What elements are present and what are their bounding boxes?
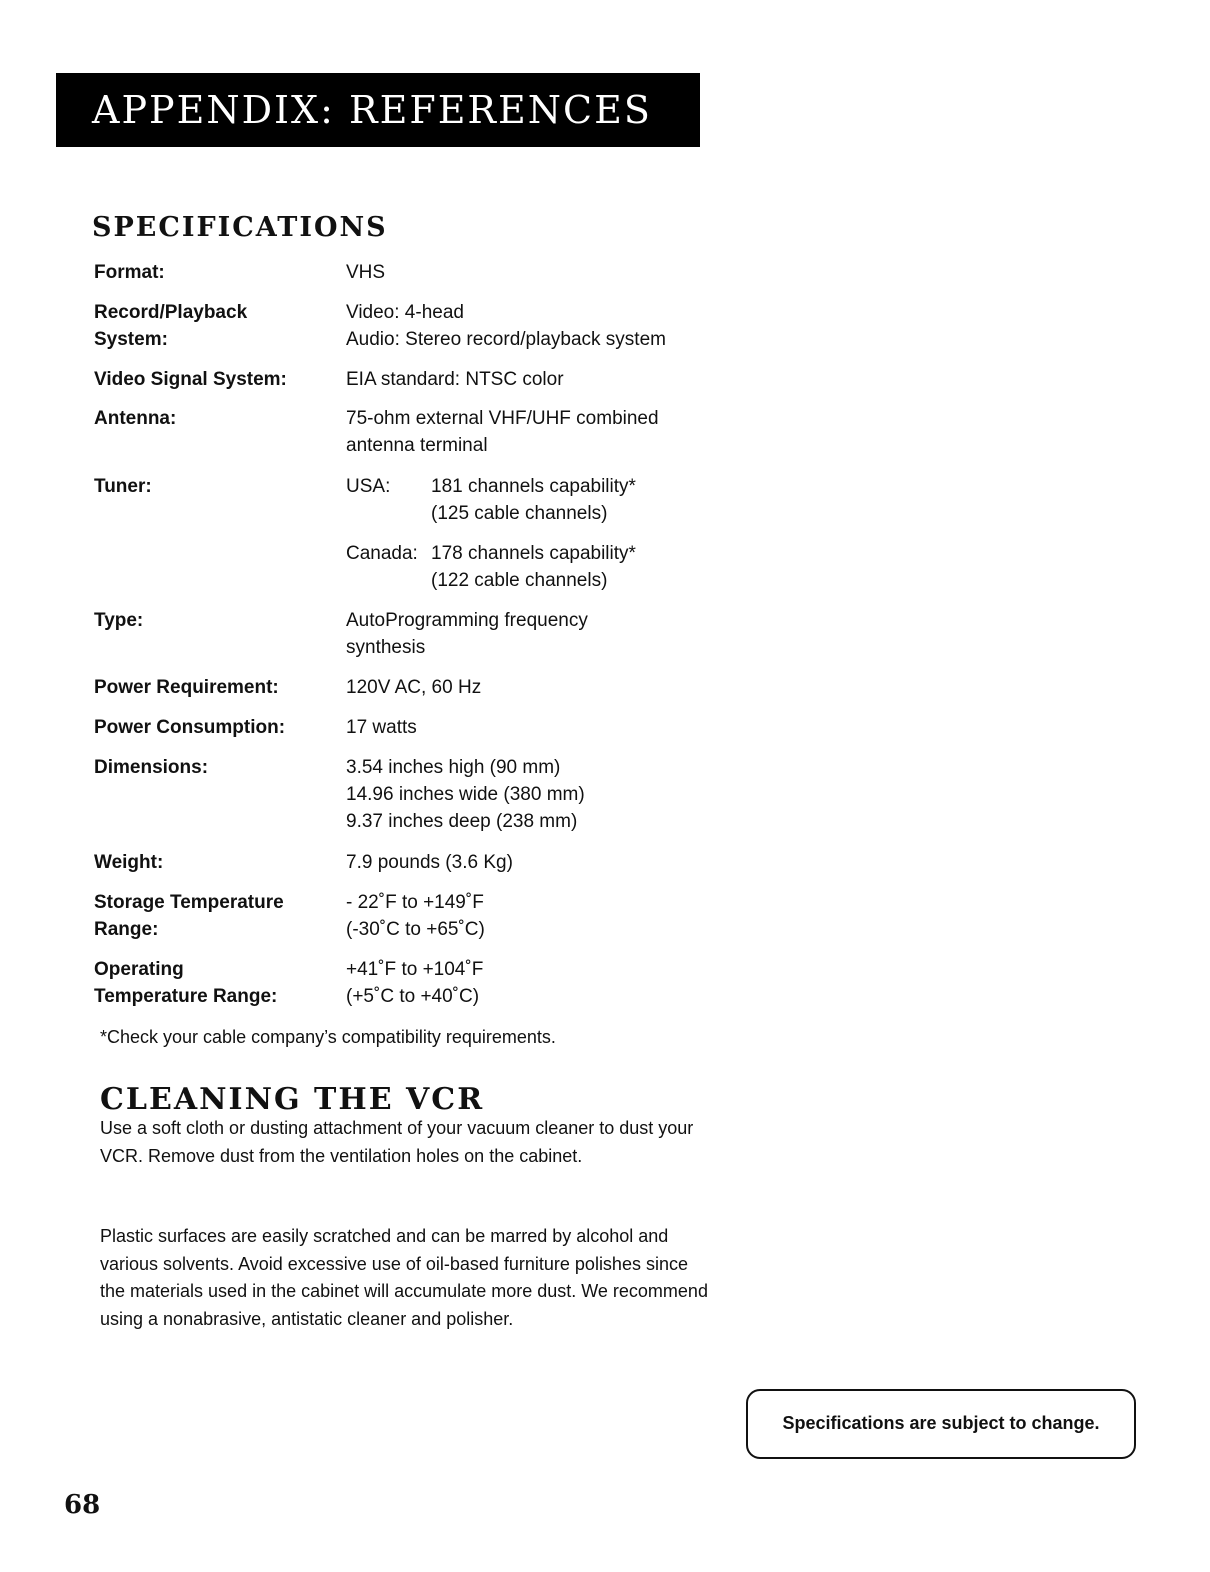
cleaning-paragraph: Use a soft cloth or dusting attachment of your vacuum cleaner to dust your VCR. Remove dust from the ventilation holes on the cabinet. (100, 1118, 694, 1166)
page-number: 68 (64, 1490, 101, 1520)
spec-label: Weight: (94, 852, 164, 873)
spec-label: Dimensions: (94, 757, 209, 778)
spec-label: Operating Temperature Range: (94, 959, 278, 1007)
spec-value: VHS (346, 262, 386, 283)
compatibility-footnote: *Check your cable company’s compatibility requirements. (100, 1027, 556, 1047)
spec-value: 3.54 inches high (90 mm) 14.96 inches wide (380 mm) 9.37 inches deep (238 mm) (346, 757, 585, 832)
spec-value: 120V AC, 60 Hz (346, 677, 482, 698)
spec-value: +41˚F to +104˚F (+5˚C to +40˚C) (346, 959, 484, 1007)
spec-label: Video Signal System: (94, 369, 287, 390)
cleaning-heading: CLEANING THE VCR (100, 1082, 485, 1117)
spec-label: Tuner: (94, 476, 152, 497)
tuner-usa-channels: 181 channels capability* (125 cable channels) (431, 476, 636, 524)
spec-value: EIA standard: NTSC color (346, 369, 564, 390)
notice-text: Specifications are subject to change. (782, 1413, 1100, 1433)
spec-label: Antenna: (94, 408, 177, 429)
tuner-canada-channels: 178 channels capability* (122 cable channels) (431, 543, 636, 591)
spec-label: Power Consumption: (94, 717, 286, 738)
spec-value: 17 watts (346, 717, 417, 738)
page-title: APPENDIX: REFERENCES (92, 88, 652, 132)
spec-label: Storage Temperature Range: (94, 892, 284, 940)
spec-value: Video: 4-head Audio: Stereo record/playback system (346, 302, 666, 350)
spec-label: Type: (94, 610, 144, 631)
specifications-heading: SPECIFICATIONS (92, 212, 388, 243)
spec-label: Format: (94, 262, 165, 283)
spec-value: 75-ohm external VHF/UHF combined antenna terminal (346, 408, 659, 456)
appendix-banner (56, 73, 700, 147)
tuner-region-canada: Canada: (346, 543, 418, 564)
spec-value: AutoProgramming frequency synthesis (346, 610, 588, 658)
spec-label: Record/Playback System: (94, 302, 248, 350)
spec-value: - 22˚F to +149˚F (-30˚C to +65˚C) (346, 892, 485, 940)
tuner-region-usa: USA: (346, 476, 391, 497)
spec-value: 7.9 pounds (3.6 Kg) (346, 852, 513, 873)
spec-label: Power Requirement: (94, 677, 279, 698)
specifications-notice-box (746, 1389, 1136, 1459)
cleaning-paragraph: Plastic surfaces are easily scratched and can be marred by alcohol and various solvents. Avoid excessive use of oil-based furniture polishes since the materials used in the cabinet will accumulate more dust. We recommend using a nonabrasive, antistatic cleaner and polisher. (100, 1226, 708, 1329)
